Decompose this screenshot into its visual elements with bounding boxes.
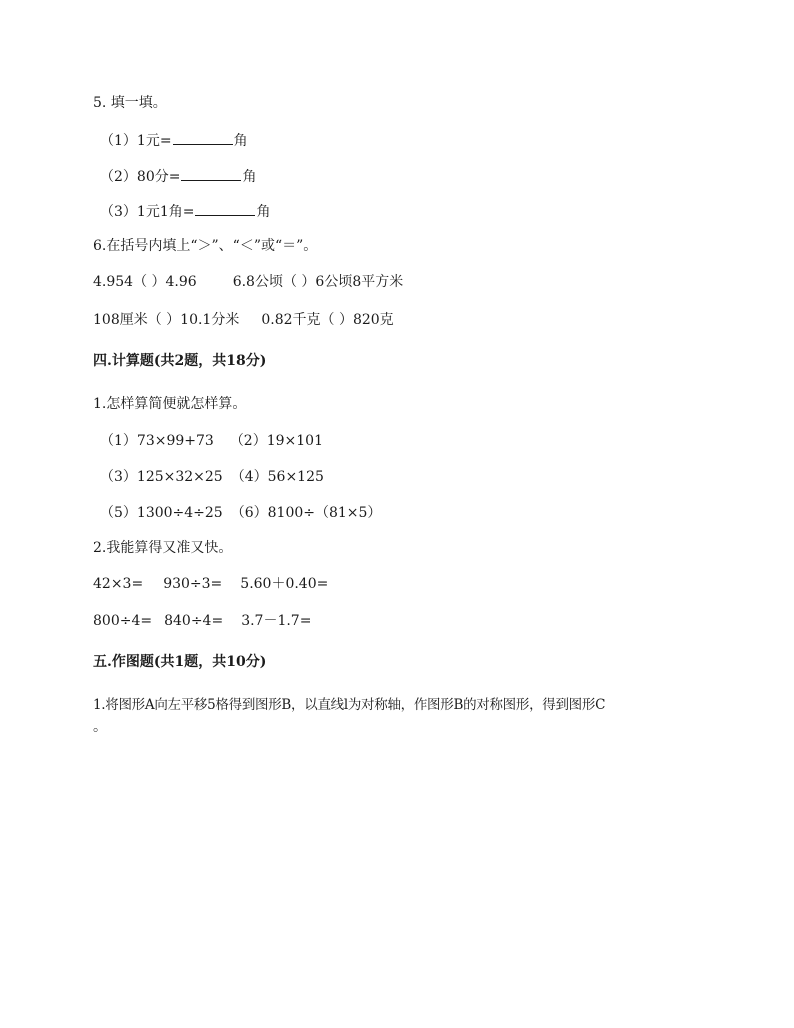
s4-q1-row-2 xyxy=(100,468,324,486)
q5-item-1 xyxy=(100,130,248,150)
s4-q1-item-1: （1）73×99+73 xyxy=(100,433,214,449)
s5-q1-line-1: 1.将图形A向左平移5格得到图形B，以直线l为对称轴，作图形B的对称图形，得到图形C xyxy=(93,697,606,713)
s4-q2-title: 2.我能算得又准又快。 xyxy=(93,540,233,556)
answer-blank[interactable] xyxy=(173,130,233,145)
q5-item-3-num: （3） xyxy=(100,204,137,220)
q6-row-1-b: 6.8公顷（ ）6公顷8平方米 xyxy=(232,274,404,290)
q5-item-2 xyxy=(100,166,256,186)
s4-q1-item-6: （6）8100÷（81×5） xyxy=(230,505,382,521)
s4-q1-item-3: （3）125×32×25 xyxy=(100,469,223,485)
s4-q2-item-4: 800÷4= xyxy=(93,613,153,629)
section-5-heading: 五.作图题(共1题，共10分) xyxy=(93,654,267,670)
s4-q2-item-2: 930÷3= xyxy=(163,576,223,592)
q5-item-2-num: （2） xyxy=(100,169,137,185)
q5-item-3-after: 角 xyxy=(256,204,271,220)
s4-q2-item-3: 5.60＋0.40= xyxy=(240,576,329,592)
s4-q1-item-5: （5）1300÷4÷25 xyxy=(100,505,223,521)
s4-q2-row-1 xyxy=(93,575,328,593)
q5-title: 5. 填一填。 xyxy=(93,95,167,111)
q5-item-1-before: 1元= xyxy=(136,133,172,149)
s4-q1-row-3 xyxy=(100,504,381,522)
s4-q2-row-2 xyxy=(93,612,311,630)
q5-item-3 xyxy=(100,201,270,221)
answer-blank[interactable] xyxy=(181,166,241,181)
q5-item-1-after: 角 xyxy=(233,133,248,149)
q6-row-1-a: 4.954（ ）4.96 xyxy=(93,274,197,290)
q6-row-1 xyxy=(93,273,403,291)
q5-item-3-before: 1元1角= xyxy=(136,204,195,220)
s5-q1-line-2: 。 xyxy=(93,719,107,735)
q5-item-2-after: 角 xyxy=(242,169,257,185)
s4-q2-item-5: 840÷4= xyxy=(164,613,224,629)
answer-blank[interactable] xyxy=(195,201,255,216)
s4-q2-item-6: 3.7－1.7= xyxy=(241,613,312,629)
s4-q1-item-2: （2）19×101 xyxy=(229,433,323,449)
q5-item-2-before: 80分= xyxy=(136,169,181,185)
q5-item-1-num: （1） xyxy=(100,133,137,149)
s4-q1-title: 1.怎样算简便就怎样算。 xyxy=(93,396,247,412)
q6-row-2 xyxy=(93,311,394,329)
s4-q1-row-1 xyxy=(100,432,323,450)
q6-row-2-b: 0.82千克（ ）820克 xyxy=(261,312,394,328)
section-4-heading: 四.计算题(共2题，共18分) xyxy=(93,353,267,369)
q6-title: 6.在括号内填上“＞”、“＜”或“＝”。 xyxy=(93,238,318,254)
s4-q2-item-1: 42×3= xyxy=(93,576,144,592)
q6-row-2-a: 108厘米（ ）10.1分米 xyxy=(93,312,240,328)
s4-q1-item-4: （4）56×125 xyxy=(230,469,324,485)
